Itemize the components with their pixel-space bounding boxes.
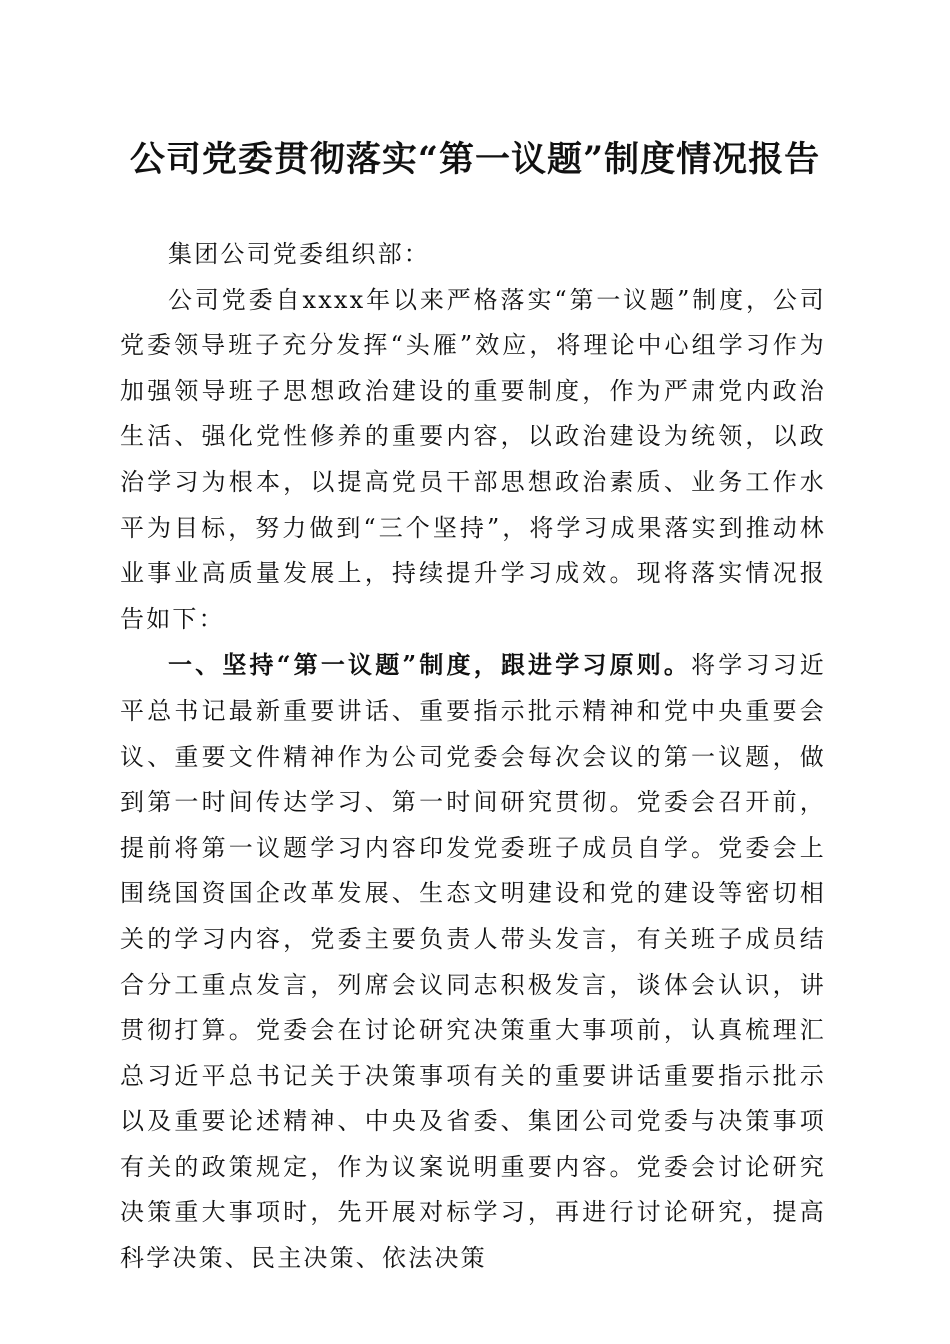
paragraph-section-one <box>120 642 826 1281</box>
section-one-heading: 一、坚持“第一议题”制度，跟进学习原则。 <box>168 650 692 680</box>
section-one-text: 将学习习近平总书记最新重要讲话、重要指示批示精神和党中央重要会议、重要文件精神作为公司党委会每次会议的第一议题，做到第一时间传达学习、第一时间研究贯彻。党委会召开前，提前将第一议题学习内容印发党委班子成员自学。党委会上围绕国资国企改革发展、生态文明建设和党的建设等密切相关的学习内容，党委主要负责人带头发言，有关班子成员结合分工重点发言，列席会议同志积极发言，谈体会认识，讲贯彻打算。党委会在讨论研究决策重大事项前，认真梳理汇总习近平总书记关于决策事项有关的重要讲话重要指示批示以及重要论述精神、中央及省委、集团公司党委与决策事项有关的政策规定，作为议案说明重要内容。党委会讨论研究决策重大事项时，先开展对标学习，再进行讨论研究，提高科学决策、民主决策、依法决策 <box>120 651 827 1273</box>
document-title: 公司党委贯彻落实“第一议题”制度情况报告 <box>129 139 821 180</box>
paragraph-intro <box>120 278 826 643</box>
salutation: 集团公司党委组织部： <box>168 240 430 268</box>
paragraph-intro-text: 公司党委自xxxx年以来严格落实“第一议题”制度，公司党委领导班子充分发挥“头雁”效应，将理论中心组学习作为加强领导班子思想政治建设的重要制度，作为严肃党内政治生活、强化党性修养的重要内容，以政治建设为统领，以政治学习为根本，以提高党员干部思想政治素质、业务工作水平为目标，努力做到“三个坚持”，将学习成果落实到推动林业事业高质量发展上，持续提升学习成效。现将落实情况报告如下： <box>120 285 826 633</box>
document-body <box>120 232 826 1282</box>
